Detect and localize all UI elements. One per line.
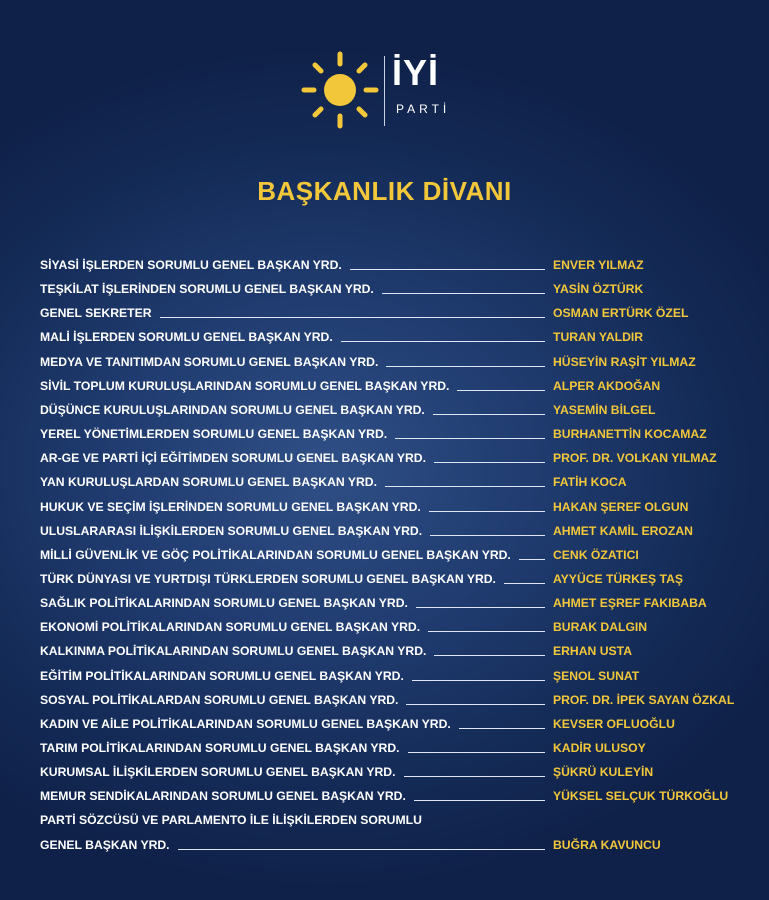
- dotted-leader-line: [457, 390, 545, 391]
- list-item: [40, 400, 750, 422]
- list-item: [40, 835, 750, 857]
- list-item: [40, 279, 750, 301]
- role-label: KALKINMA POLİTİKALARINDAN SORUMLU GENEL BAŞKAN YRD.: [40, 644, 427, 659]
- member-name: BURAK DALGIN: [553, 620, 648, 635]
- member-name: BUĞRA KAVUNCU: [553, 838, 661, 852]
- member-name: HÜSEYİN RAŞİT YILMAZ: [553, 354, 696, 369]
- dotted-leader-line: [386, 366, 545, 367]
- dotted-leader-line: [408, 752, 545, 753]
- member-name: FATİH KOCA: [553, 475, 627, 490]
- role-label: PARTİ SÖZCÜSÜ VE PARLAMENTO İLE İLİŞKİLERDEN SORUMLU: [40, 813, 422, 827]
- role-label: HUKUK VE SEÇİM İŞLERİNDEN SORUMLU GENEL BAŞKAN YRD.: [40, 499, 421, 514]
- dotted-leader-line: [385, 486, 545, 487]
- member-name: ŞÜKRÜ KULEYİN: [553, 765, 654, 780]
- member-name: YÜKSEL SELÇUK TÜRKOĞLU: [553, 789, 729, 804]
- member-name: PROF. DR. İPEK SAYAN ÖZKAL: [553, 692, 735, 707]
- role-label: KURUMSAL İLİŞKİLERDEN SORUMLU GENEL BAŞKAN YRD.: [40, 765, 396, 780]
- role-label: SOSYAL POLİTİKALARDAN SORUMLU GENEL BAŞKAN YRD.: [40, 692, 399, 707]
- list-item: [40, 303, 750, 325]
- role-label: GENEL SEKRETER: [40, 306, 152, 321]
- list-item: [40, 786, 750, 808]
- sun-icon: [300, 48, 380, 132]
- list-item: [40, 376, 750, 398]
- list-item: [40, 714, 750, 736]
- member-name: BURHANETTİN KOCAMAZ: [553, 427, 707, 442]
- list-item: [40, 424, 750, 446]
- logo-wordmark: İYİ: [392, 52, 440, 93]
- list-item: [40, 810, 750, 832]
- role-label: EKONOMİ POLİTİKALARINDAN SORUMLU GENEL BAŞKAN YRD.: [40, 620, 421, 635]
- list-item: [40, 327, 750, 349]
- role-label: YEREL YÖNETİMLERDEN SORUMLU GENEL BAŞKAN YRD.: [40, 427, 388, 442]
- list-item: [40, 666, 750, 688]
- role-label: KADIN VE AİLE POLİTİKALARINDAN SORUMLU GENEL BAŞKAN YRD.: [40, 716, 451, 731]
- dotted-leader-line: [434, 462, 545, 463]
- logo-divider: [384, 56, 385, 126]
- dotted-leader-line: [428, 631, 545, 632]
- list-item: [40, 521, 750, 543]
- member-name: ŞENOL SUNAT: [553, 668, 640, 683]
- dotted-leader-line: [519, 559, 545, 560]
- role-label: TEŞKİLAT İŞLERİNDEN SORUMLU GENEL BAŞKAN YRD.: [40, 282, 374, 297]
- dotted-leader-line: [429, 511, 545, 512]
- page-title: BAŞKANLIK DİVANI: [257, 176, 512, 206]
- member-name: YASEMİN BİLGEL: [553, 402, 656, 417]
- dotted-leader-line: [395, 438, 545, 439]
- dotted-leader-line: [433, 414, 545, 415]
- role-label: GENEL BAŞKAN YRD.: [40, 838, 170, 852]
- logo-subtitle: PARTİ: [396, 102, 451, 116]
- member-name: CENK ÖZATICI: [553, 547, 639, 562]
- role-label: YAN KURULUŞLARDAN SORUMLU GENEL BAŞKAN YRD.: [40, 475, 377, 490]
- member-name: AHMET EŞREF FAKIBABA: [553, 596, 707, 611]
- list-item: [40, 762, 750, 784]
- dotted-leader-line: [414, 800, 545, 801]
- role-label: SİVİL TOPLUM KURULUŞLARINDAN SORUMLU GENEL BAŞKAN YRD.: [40, 378, 450, 393]
- list-item: [40, 690, 750, 712]
- dotted-leader-line: [430, 535, 545, 536]
- member-name: YASİN ÖZTÜRK: [553, 282, 644, 297]
- list-item: [40, 472, 750, 494]
- list-item: [40, 448, 750, 470]
- dotted-leader-line: [382, 293, 545, 294]
- dotted-leader-line: [459, 728, 545, 729]
- role-label: EĞİTİM POLİTİKALARINDAN SORUMLU GENEL BAŞKAN YRD.: [40, 668, 404, 683]
- role-label: MİLLİ GÜVENLİK VE GÖÇ POLİTİKALARINDAN SORUMLU GENEL BAŞKAN YRD.: [40, 547, 511, 562]
- member-name: ERHAN USTA: [553, 644, 632, 659]
- dotted-leader-line: [341, 341, 545, 342]
- dotted-leader-line: [406, 704, 545, 705]
- member-name: KEVSER OFLUOĞLU: [553, 716, 675, 731]
- dotted-leader-line: [434, 655, 545, 656]
- iyi-parti-logo: [300, 48, 460, 132]
- role-label: MALİ İŞLERDEN SORUMLU GENEL BAŞKAN YRD.: [40, 330, 333, 345]
- member-name: PROF. DR. VOLKAN YILMAZ: [553, 451, 717, 466]
- dotted-leader-line: [404, 776, 545, 777]
- list-item: [40, 497, 750, 519]
- list-item: [40, 617, 750, 639]
- list-item: [40, 569, 750, 591]
- dotted-leader-line: [160, 317, 545, 318]
- dotted-leader-line: [350, 269, 545, 270]
- member-name: OSMAN ERTÜRK ÖZEL: [553, 306, 689, 321]
- list-item: [40, 738, 750, 760]
- member-name: ALPER AKDOĞAN: [553, 378, 661, 393]
- role-label: TARIM POLİTİKALARINDAN SORUMLU GENEL BAŞKAN YRD.: [40, 741, 400, 755]
- member-name: TURAN YALDIR: [553, 330, 644, 345]
- dotted-leader-line: [178, 849, 545, 850]
- role-label: AR-GE VE PARTİ İÇİ EĞİTİMDEN SORUMLU GENEL BAŞKAN YRD.: [40, 451, 426, 466]
- list-item: [40, 352, 750, 374]
- member-name: AYYÜCE TÜRKEŞ TAŞ: [553, 571, 684, 586]
- list-item: [40, 641, 750, 663]
- member-name: ENVER YILMAZ: [553, 258, 644, 272]
- list-item: [40, 255, 750, 277]
- role-label: MEMUR SENDİKALARINDAN SORUMLU GENEL BAŞKAN YRD.: [40, 789, 406, 804]
- dotted-leader-line: [416, 607, 545, 608]
- list-item: [40, 593, 750, 615]
- list-item: [40, 545, 750, 567]
- dotted-leader-line: [504, 583, 545, 584]
- role-label: SİYASİ İŞLERDEN SORUMLU GENEL BAŞKAN YRD.: [40, 258, 342, 272]
- role-label: SAĞLIK POLİTİKALARINDAN SORUMLU GENEL BAŞKAN YRD.: [40, 596, 408, 611]
- role-label: TÜRK DÜNYASI VE YURTDIŞI TÜRKLERDEN SORUMLU GENEL BAŞKAN YRD.: [40, 571, 496, 586]
- dotted-leader-line: [412, 680, 545, 681]
- member-name: AHMET KAMİL EROZAN: [553, 523, 693, 538]
- role-label: ULUSLARARASI İLİŞKİLERDEN SORUMLU GENEL BAŞKAN YRD.: [40, 523, 423, 538]
- member-name: HAKAN ŞEREF OLGUN: [553, 499, 689, 514]
- role-label: MEDYA VE TANITIMDAN SORUMLU GENEL BAŞKAN YRD.: [40, 354, 379, 369]
- member-name: KADİR ULUSOY: [553, 741, 646, 755]
- role-label: DÜŞÜNCE KURULUŞLARINDAN SORUMLU GENEL BAŞKAN YRD.: [40, 402, 425, 417]
